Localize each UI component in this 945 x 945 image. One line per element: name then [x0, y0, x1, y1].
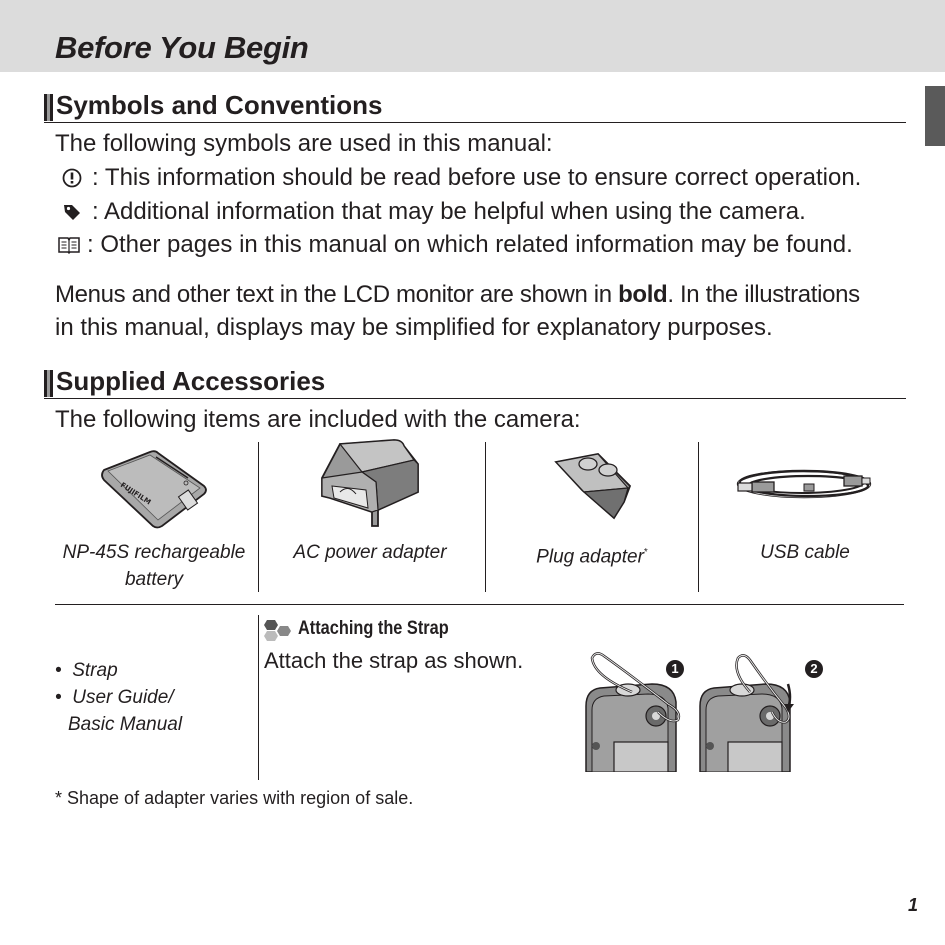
- caption-battery-line2: battery: [124, 569, 184, 590]
- bold-example: bold: [618, 281, 668, 308]
- list-item-continued: Basic Manual: [68, 714, 183, 735]
- list-item: • Strap: [55, 660, 118, 681]
- battery-icon: [98, 448, 210, 530]
- menus-text-line1: [55, 281, 860, 309]
- tips-icon: [264, 618, 294, 642]
- menus-prefix: Menus and other text in the LCD monitor are shown in: [55, 281, 619, 308]
- caption-ac-adapter: AC power adapter: [293, 542, 447, 563]
- menus-text-line2: in this manual, displays may be simplified for explanatory purposes.: [55, 314, 773, 341]
- plug-adapter-icon: [552, 450, 632, 522]
- symbol-caution-text: : This information should be read before use to ensure correct operation.: [92, 164, 862, 191]
- ac-adapter-icon: [318, 438, 422, 530]
- symbol-note-text: : Additional information that may be helpful when using the camera.: [92, 198, 806, 225]
- symbols-intro: The following symbols are used in this manual:: [55, 130, 553, 157]
- accessories-intro: The following items are included with the camera:: [55, 406, 581, 433]
- section-heading-symbols: [44, 90, 906, 123]
- footnote-mark: *: [643, 547, 648, 558]
- book-reference-icon: [57, 235, 81, 255]
- section-title-accessories: Supplied Accessories: [56, 366, 326, 396]
- section-heading-accessories: [44, 366, 906, 399]
- step-number-2: 2: [805, 660, 823, 678]
- menus-suffix: . In the illustrations: [667, 281, 860, 308]
- chapter-tab: [925, 86, 945, 146]
- footnote: * Shape of adapter varies with region of sale.: [55, 788, 414, 808]
- caption-usb-cable: USB cable: [760, 542, 850, 563]
- symbol-row-book: [57, 231, 853, 259]
- caption-plug-adapter-text: Plug adapter: [536, 546, 644, 568]
- caption-plug-adapter: [490, 539, 694, 570]
- strap-attachment-illustration: [582, 646, 794, 772]
- page-title: Before You Begin: [55, 30, 309, 65]
- caption-battery: [58, 539, 250, 593]
- note-tag-icon: [62, 202, 82, 222]
- divider: [55, 604, 904, 605]
- page-number: 1: [908, 895, 919, 915]
- usb-cable-icon: [732, 462, 878, 508]
- caution-icon: [62, 168, 82, 188]
- section-title-symbols: Symbols and Conventions: [56, 90, 383, 120]
- section-marker: [44, 370, 53, 397]
- symbol-row-note: [62, 198, 806, 226]
- divider: [258, 615, 259, 780]
- list-item: • User Guide/: [55, 687, 174, 708]
- tip-title: Attaching the Strap: [298, 618, 449, 639]
- divider: [258, 442, 259, 592]
- battery-brand-label: FUJIFILM: [118, 480, 153, 507]
- header-band: [0, 0, 945, 72]
- symbol-book-text: : Other pages in this manual on which related information may be found.: [87, 231, 853, 258]
- divider: [485, 442, 486, 592]
- step-number-1: 1: [666, 660, 684, 678]
- tip-text: Attach the strap as shown.: [264, 648, 524, 673]
- section-marker: [44, 94, 53, 121]
- symbol-row-caution: [62, 164, 861, 192]
- divider: [698, 442, 699, 592]
- caption-battery-line1: NP-45S rechargeable: [62, 542, 246, 563]
